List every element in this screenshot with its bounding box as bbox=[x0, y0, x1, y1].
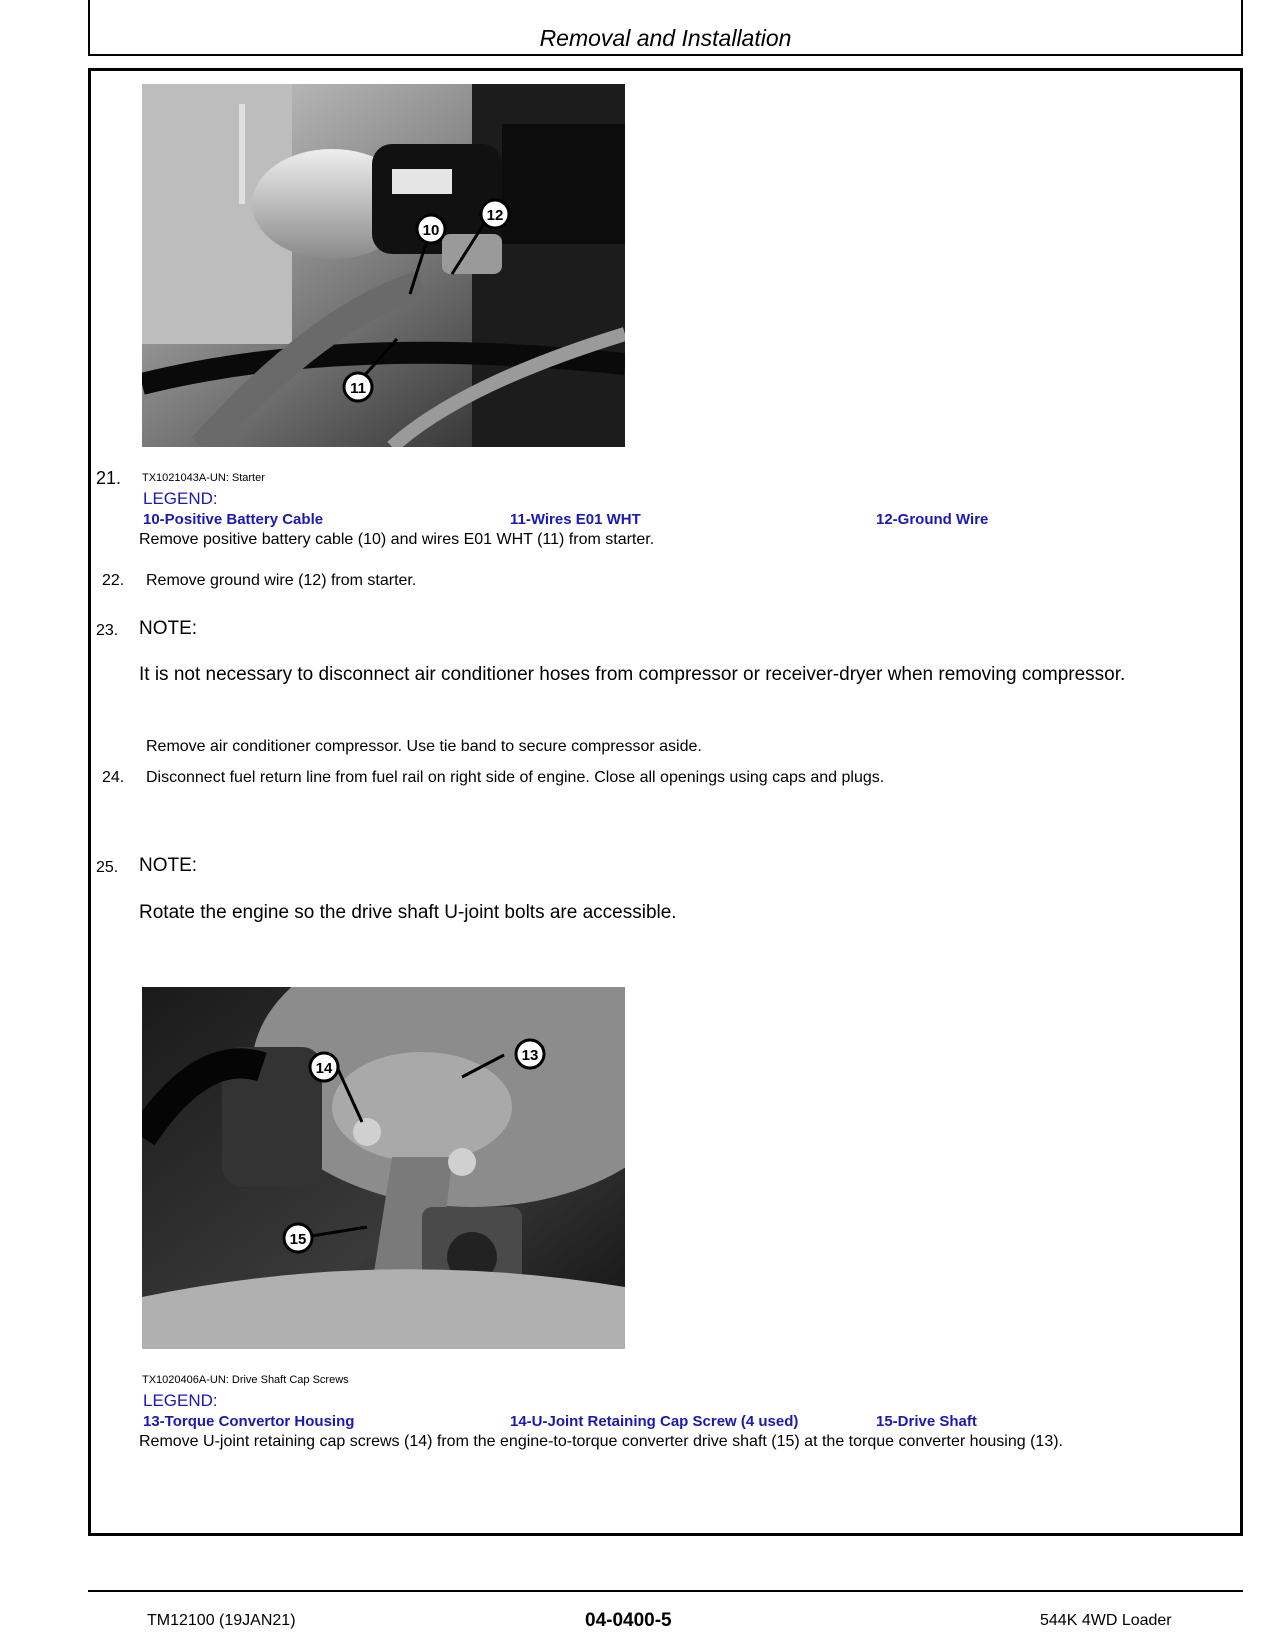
note-text: Rotate the engine so the drive shaft U-joint bolts are accessible. bbox=[139, 902, 677, 923]
figure-caption: TX1020406A-UN: Drive Shaft Cap Screws bbox=[142, 1374, 349, 1386]
footer-rule bbox=[88, 1590, 1243, 1592]
legend-item: 10-Positive Battery Cable bbox=[143, 511, 324, 528]
callout-13 bbox=[516, 1040, 544, 1068]
svg-text:14: 14 bbox=[315, 1060, 333, 1077]
svg-text:11: 11 bbox=[350, 380, 366, 397]
step-number: 22. bbox=[102, 572, 125, 589]
legend-item: 12-Ground Wire bbox=[876, 511, 989, 528]
step-text: Disconnect fuel return line from fuel rail on right side of engine. Close all openings using caps and plugs. bbox=[146, 769, 885, 786]
callout-10 bbox=[417, 215, 445, 243]
page-title: Removal and Installation bbox=[539, 25, 792, 51]
callout-12 bbox=[481, 200, 509, 228]
callout-11 bbox=[344, 373, 372, 401]
legend-title: LEGEND: bbox=[143, 489, 218, 508]
legend-item: 11-Wires E01 WHT bbox=[510, 511, 641, 528]
callout-14 bbox=[310, 1053, 338, 1081]
starter-photo bbox=[142, 84, 625, 447]
svg-text:15: 15 bbox=[289, 1231, 307, 1248]
footer-model: 544K 4WD Loader bbox=[1040, 1612, 1172, 1629]
note-label: NOTE: bbox=[139, 855, 198, 876]
step-number: 24. bbox=[102, 769, 125, 786]
footer-page-number: 04-0400-5 bbox=[585, 1610, 672, 1631]
footer-manual-id: TM12100 (19JAN21) bbox=[147, 1612, 296, 1629]
step-text: Remove U-joint retaining cap screws (14) from the engine-to-torque converter drive shaft (15) at the torque converter housing (13). bbox=[139, 1433, 1063, 1450]
callout-15 bbox=[284, 1224, 312, 1252]
legend-item: 13-Torque Convertor Housing bbox=[143, 1413, 355, 1430]
step-text: Remove ground wire (12) from starter. bbox=[146, 572, 417, 589]
legend-item: 15-Drive Shaft bbox=[876, 1413, 977, 1430]
step-number: 25. bbox=[96, 859, 119, 876]
legend-title: LEGEND: bbox=[143, 1391, 218, 1410]
note-label: NOTE: bbox=[139, 618, 198, 639]
step-text: Remove positive battery cable (10) and wires E01 WHT (11) from starter. bbox=[139, 531, 655, 548]
step-number: 21. bbox=[96, 468, 122, 488]
page-header bbox=[88, 0, 1243, 56]
figure-caption: TX1021043A-UN: Starter bbox=[142, 472, 265, 484]
svg-text:12: 12 bbox=[486, 207, 504, 224]
legend-item: 14-U-Joint Retaining Cap Screw (4 used) bbox=[510, 1413, 799, 1430]
svg-text:10: 10 bbox=[422, 222, 440, 239]
note-text: It is not necessary to disconnect air conditioner hoses from compressor or receiver-dryer when removing compressor. bbox=[139, 664, 1126, 685]
svg-text:13: 13 bbox=[521, 1047, 539, 1064]
drive-shaft-photo bbox=[142, 987, 625, 1349]
step-number: 23. bbox=[96, 622, 119, 639]
step-text: Remove air conditioner compressor. Use tie band to secure compressor aside. bbox=[146, 738, 702, 755]
